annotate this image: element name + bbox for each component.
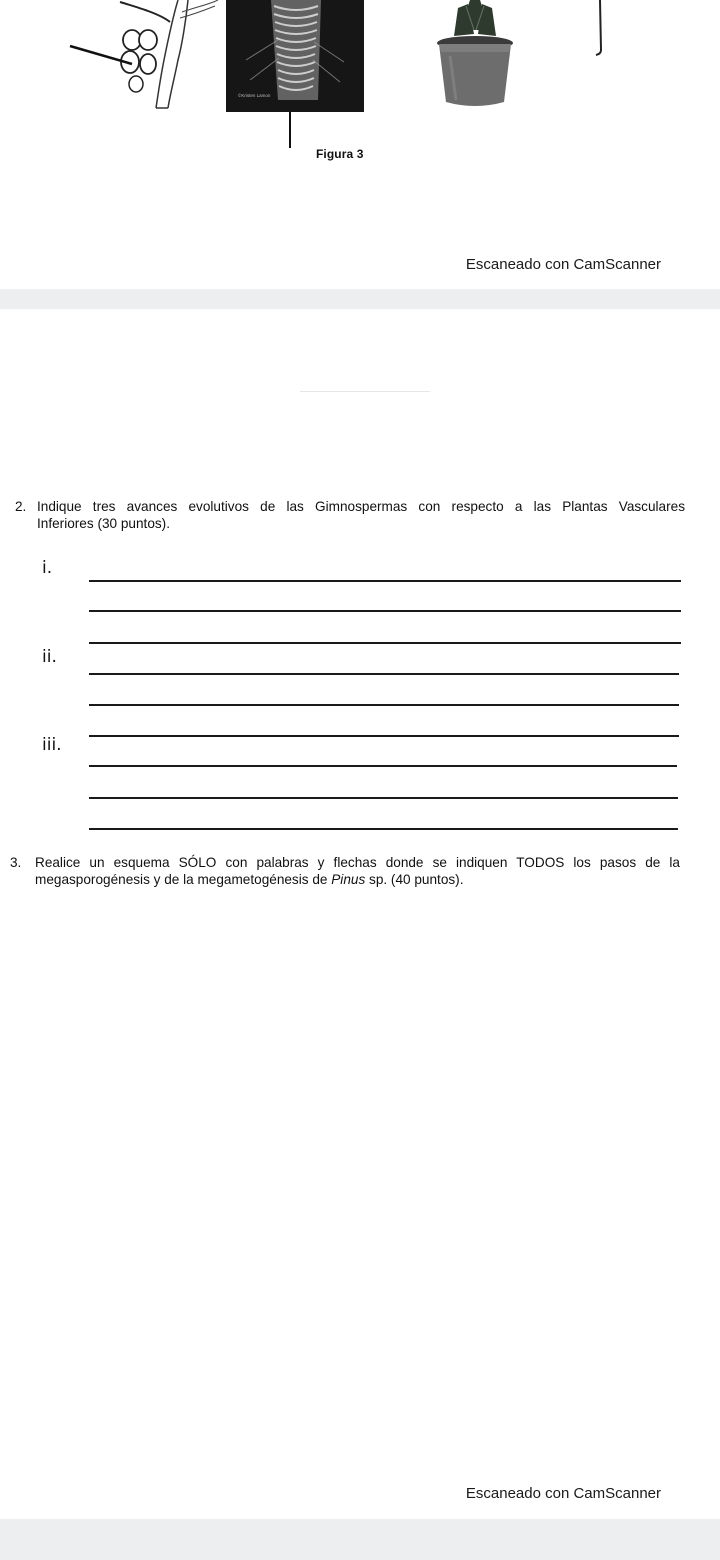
question-3-number: 3. — [10, 855, 22, 870]
question-2-text-line2: Inferiores (30 puntos). — [37, 516, 170, 531]
answer-line[interactable] — [89, 580, 681, 582]
answer-line[interactable] — [89, 765, 677, 767]
question-3-text-line2b: sp. (40 puntos). — [365, 872, 464, 887]
page-gap — [0, 1519, 720, 1560]
question-3-text-line2a: megasporogénesis y de la megametogénesis de — [35, 872, 332, 887]
question-3-text-line2 — [35, 871, 680, 888]
answer-label-ii: ii. — [42, 647, 57, 667]
camscanner-watermark: Escaneado con CamScanner — [465, 256, 661, 273]
answer-line[interactable] — [89, 704, 679, 706]
answer-line[interactable] — [89, 797, 678, 799]
answer-label-i: i. — [42, 558, 53, 578]
question-3-answer-area[interactable] — [10, 899, 710, 1459]
potted-plant-photo — [430, 0, 520, 115]
page-2 — [0, 309, 720, 1519]
question-2 — [15, 498, 685, 532]
photo-credit: ©Kristen Lamon — [238, 93, 271, 98]
page-gap — [0, 289, 720, 309]
answer-line[interactable] — [89, 735, 679, 737]
page-1 — [0, 0, 720, 289]
question-2-number: 2. — [15, 499, 27, 514]
strobilus-photo — [226, 0, 364, 112]
camscanner-watermark: Escaneado con CamScanner — [465, 1485, 661, 1502]
answer-line[interactable] — [89, 673, 679, 675]
figure-caption: Figura 3 — [316, 147, 364, 161]
label-pointer-line — [289, 112, 291, 148]
bracket-mark — [588, 0, 608, 60]
answer-line[interactable] — [89, 828, 678, 830]
answer-line[interactable] — [89, 610, 681, 612]
answer-line[interactable] — [89, 642, 681, 644]
question-3 — [10, 854, 680, 888]
answer-label-iii: iii. — [42, 735, 62, 755]
question-3-text-line1: Realice un esquema SÓLO con palabras y flechas donde se indiquen TODOS los pasos de la — [35, 855, 680, 870]
scan-artifact — [300, 391, 430, 392]
question-2-text-line1: Indique tres avances evolutivos de las Gimnospermas con respecto a las Plantas Vasculares — [37, 499, 685, 514]
genus-name: Pinus — [331, 872, 366, 887]
